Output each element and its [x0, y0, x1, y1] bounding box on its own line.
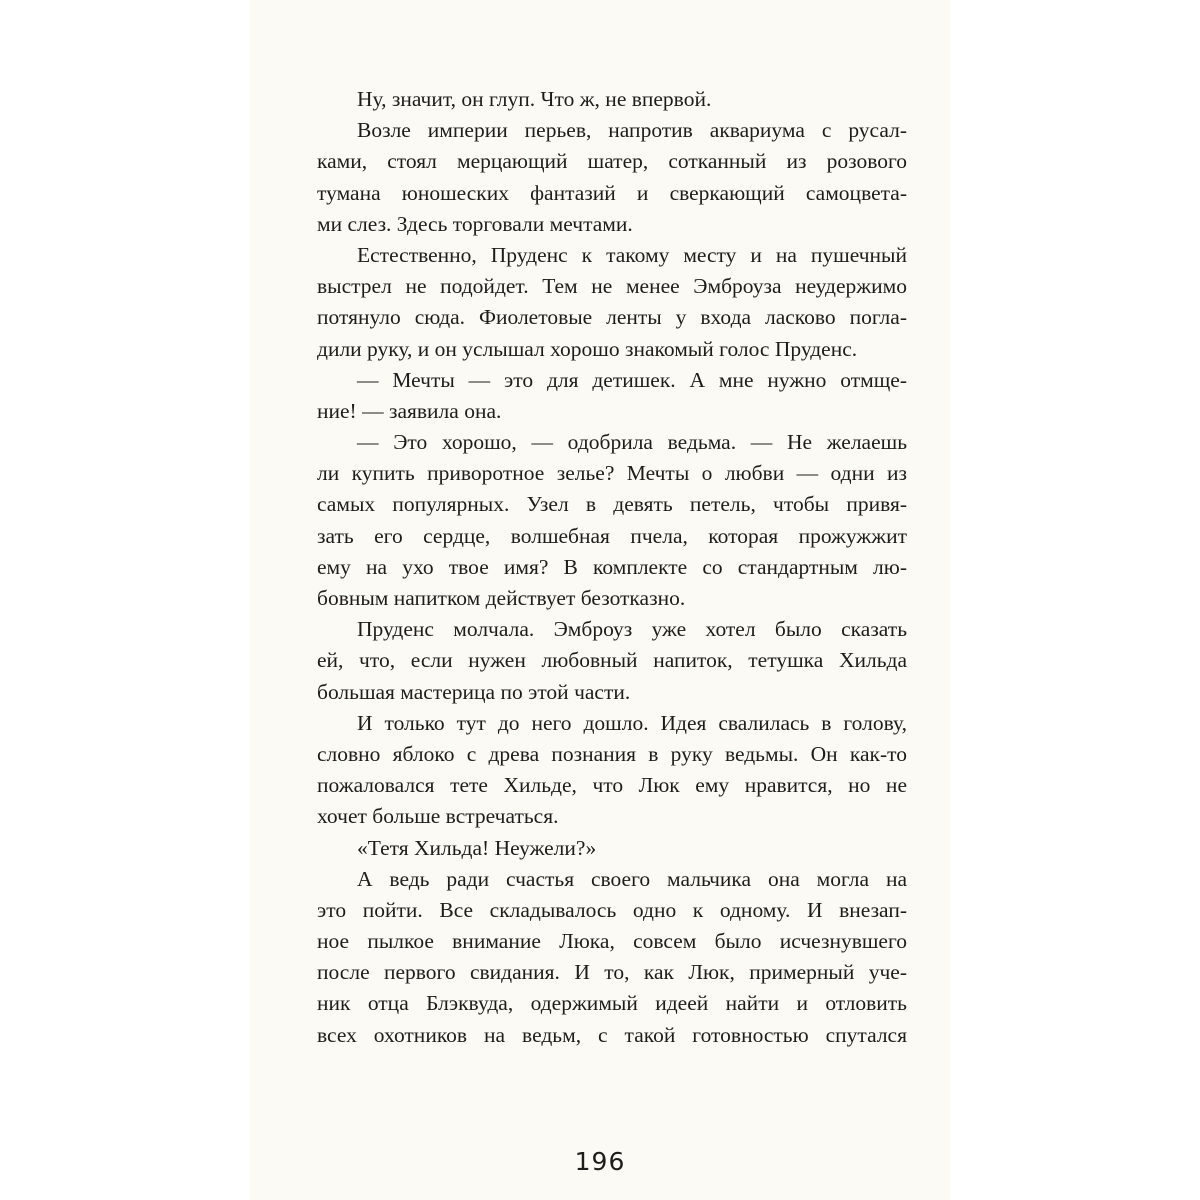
text-line: ему на ухо твое имя? В комплекте со стандартным лю- — [317, 554, 907, 579]
text-line: после первого свидания. И то, как Люк, примерный уче- — [317, 960, 907, 985]
text-line: ник отца Блэквуда, одержимый идеей найти и отловить — [317, 991, 907, 1016]
book-page — [250, 0, 950, 1200]
text-line: потянуло сюда. Фиолетовые ленты у входа ласково погла- — [317, 305, 907, 330]
text-line: «Тетя Хильда! Неужели?» — [357, 835, 597, 860]
text-line: ей, что, если нужен любовный напиток, тетушка Хильда — [317, 648, 907, 673]
text-line: — Мечты — это для детишек. А мне нужно отмще- — [357, 367, 907, 392]
text-line: ми слез. Здесь торговали мечтами. — [317, 211, 633, 236]
text-line: большая мастерица по этой части. — [317, 679, 631, 704]
page-number: 196 — [574, 1147, 626, 1176]
body-text — [317, 84, 907, 1051]
text-line: зать его сердце, волшебная пчела, которая прожужжит — [317, 523, 907, 548]
text-line: ное пылкое внимание Люка, совсем было исчезнувшего — [317, 929, 907, 954]
text-line: Ну, значит, он глуп. Что ж, не впервой. — [357, 87, 712, 111]
text-line: хочет больше встречаться. — [317, 804, 559, 829]
text-line: ли купить приворотное зелье? Мечты о любви — одни из — [317, 461, 907, 486]
text-line: всех охотников на ведьм, с такой готовностью спутался — [317, 1022, 907, 1047]
text-line: дили руку, и он услышал хорошо знакомый голос Пруденс. — [317, 336, 858, 361]
text-line: словно яблоко с древа познания в руку ведьмы. Он как-то — [317, 741, 907, 766]
text-line: ние! — заявила она. — [317, 398, 502, 423]
text-line: Возле империи перьев, напротив аквариума с русал- — [357, 118, 907, 143]
text-line: И только тут до него дошло. Идея свалилась в голову, — [357, 710, 907, 735]
text-line: выстрел не подойдет. Тем не менее Эмброуза неудержимо — [317, 274, 907, 299]
text-line: бовным напитком действует безотказно. — [317, 586, 686, 610]
text-line: пожаловался тете Хильде, что Люк ему нравится, но не — [317, 773, 907, 798]
text-line: Естественно, Пруденс к такому месту и на пушечный — [357, 242, 907, 267]
text-line: самых популярных. Узел в девять петель, чтобы привя- — [317, 492, 907, 517]
text-line: Пруденс молчала. Эмброуз уже хотел было сказать — [357, 617, 907, 642]
text-line: тумана юношеских фантазий и сверкающий самоцвета- — [317, 180, 907, 205]
text-line: ками, стоял мерцающий шатер, сотканный из розового — [317, 149, 907, 174]
text-line: А ведь ради счастья своего мальчика она могла на — [357, 866, 907, 891]
text-line: — Это хорошо, — одобрила ведьма. — Не желаешь — [357, 430, 907, 455]
text-line: это пойти. Все складывалось одно к одному. И внезап- — [317, 897, 907, 922]
